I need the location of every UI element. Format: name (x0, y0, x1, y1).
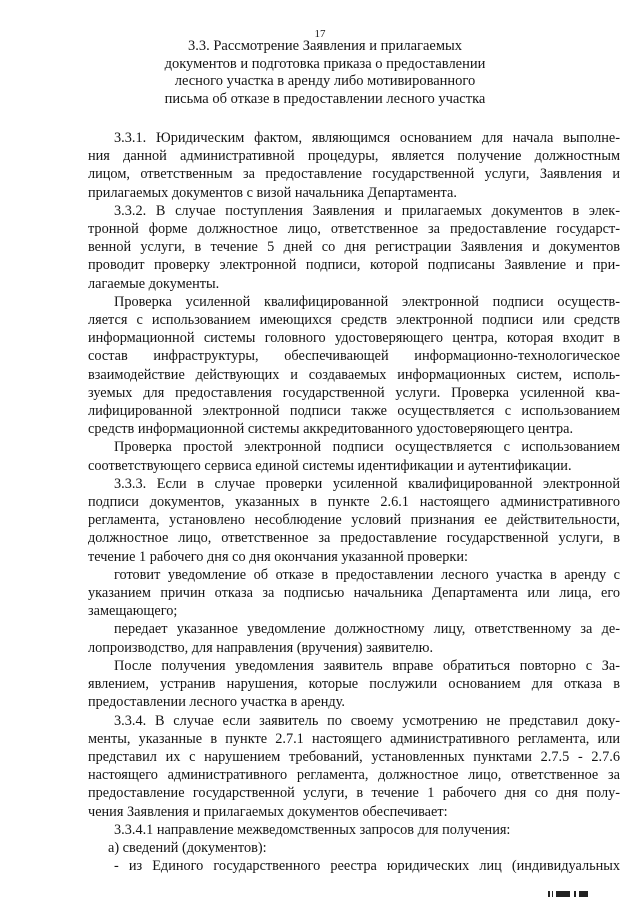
document-body (88, 129, 620, 875)
text-line: 3.3.1. Юридическим фактом, являющимся основанием для начала выполне- (114, 130, 620, 146)
text-line: зуемых для предоставления государственной услуги. Проверка усиленной ква- (88, 384, 620, 401)
text-line: прилагаемых документов с визой начальника Департамента. (88, 184, 457, 201)
text-line: информационной системы головного удостоверяющего центра, которая входит в (88, 330, 620, 347)
text-line: венной услуги, в течение 5 дней со дня регистрации Заявления и документов (88, 239, 620, 256)
text-line: соответствующего сервиса единой системы идентификации и аутентификации. (88, 457, 572, 474)
text-line: явлением, устранив нарушения, которые послужили основанием для отказа в (88, 676, 620, 693)
text-line: указанием причин отказа за подписью начальника Департамента или лица, его (88, 585, 620, 602)
scan-barcode-mark (548, 891, 592, 897)
text-line: ния данной административной процедуры, является получение должностным (88, 148, 620, 165)
text-line: 3.3.2. В случае поступления Заявления и прилагаемых документов в элек- (114, 202, 620, 219)
text-line: лопроизводство, для направления (вручения) заявителю. (88, 639, 434, 656)
text-line: - из Единого государственного реестра юридических лиц (индивидуальных (114, 858, 620, 875)
text-line: готовит уведомление об отказе в предоставлении лесного участка в аренду с (114, 566, 620, 583)
text-line: должностное лицо, ответственное за предоставление государственной услуги, в (88, 530, 620, 547)
text-line: Проверка простой электронной подписи осуществляется с использованием (114, 439, 620, 456)
text-line: средств информационной системы аккредитованного удостоверяющего центра. (88, 421, 574, 438)
text-line: менты, указанные в пункте 2.7.1 настоящего административного регламента, или (88, 730, 620, 747)
text-line: чения Заявления и прилагаемых документов обеспечивает: (88, 803, 448, 820)
section-heading (150, 38, 500, 108)
text-line: регламента, установлено несоблюдение условий признания ее действительности, (88, 512, 620, 529)
text-line: подписи документов, указанных в пункте 2.6.1 настоящего административного (88, 494, 620, 511)
text-line: 3.3.4.1 направление межведомственных запросов для получения: (114, 821, 511, 838)
text-line: проводит проверку электронной подписи, которой подписаны Заявление и при- (88, 257, 620, 274)
heading-line: лесного участка в аренду либо мотивированного (174, 73, 476, 89)
text-line: лифицированной электронной подписи также осуществляется с использованием (88, 403, 620, 420)
text-line: тронной форме должностное лицо, ответственное за предоставление государст- (88, 221, 620, 238)
text-line: замещающего; (88, 603, 178, 620)
text-line: 3.3.4. В случае если заявитель по своему усмотрению не представил доку- (114, 712, 620, 729)
heading-line: письма об отказе в предоставлении лесного участка (164, 90, 486, 107)
page-number: 17 (314, 28, 326, 40)
text-line: предоставлении лесного участка в аренду. (88, 694, 345, 711)
text-line: взаимодействие действующих и создаваемых информационных систем, исполь- (88, 366, 620, 383)
text-line: Проверка усиленной квалифицированной электронной подписи осуществ- (114, 293, 620, 310)
text-line: ляется с использованием имеющихся средств электронной подписи или средств (88, 312, 620, 329)
text-line: настоящего административного регламента, должностное лицо, ответственное за (88, 767, 620, 784)
text-line: предоставление государственной услуги, в течение 1 рабочего дня со дня полу- (88, 785, 620, 802)
text-line: состав инфраструктуры, обеспечивающей информационно-технологическое (88, 348, 620, 365)
text-line: лицом, ответственным за предоставление государственной услуги, Заявления и (88, 166, 620, 183)
text-line: После получения уведомления заявитель вправе обратиться повторно с За- (114, 657, 620, 674)
text-line: а) сведений (документов): (108, 839, 267, 856)
text-line: представил их с нарушением требований, установленных пунктами 2.7.5 - 2.7.6 (88, 748, 620, 765)
text-line: 3.3.3. Если в случае проверки усиленной квалифицированной электронной (114, 475, 620, 492)
text-line: лагаемые документы. (88, 275, 220, 292)
heading-line: 3.3. Рассмотрение Заявления и прилагаемых (187, 38, 463, 54)
text-line: течение 1 рабочего дня со дня окончания указанной проверки: (88, 548, 468, 565)
heading-line: документов и подготовка приказа о предоставлении (164, 55, 486, 72)
text-line: передает указанное уведомление должностному лицу, ответственному за де- (114, 621, 620, 638)
